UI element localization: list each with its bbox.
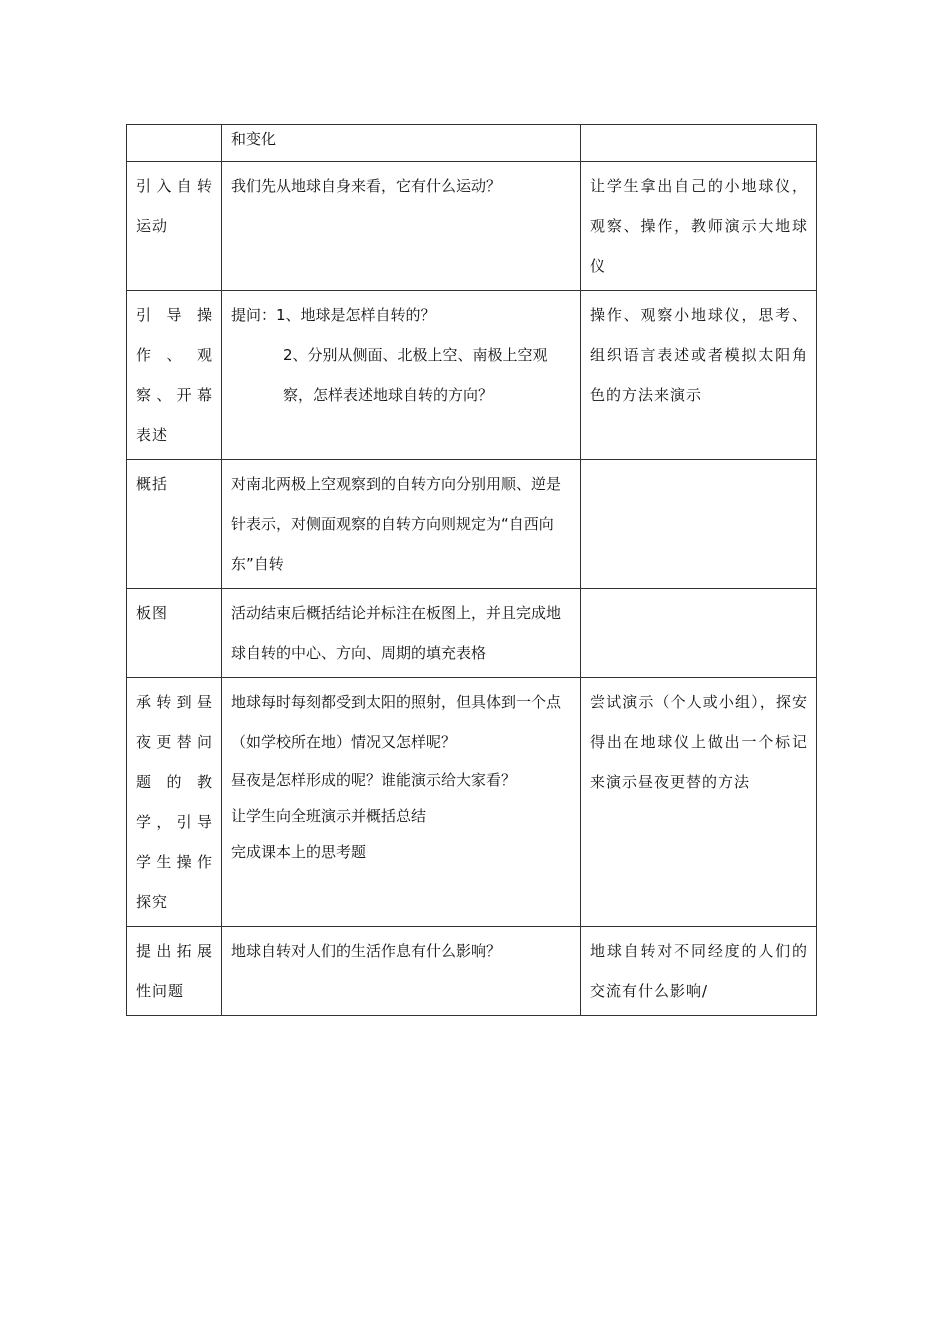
- note-cell: [581, 589, 817, 678]
- content-cell: [222, 291, 581, 460]
- content-line: 地球自转对人们的生活作息有什么影响？: [231, 942, 502, 960]
- content-cell: [222, 162, 581, 291]
- table-row: [127, 678, 817, 927]
- content-cell: [222, 125, 581, 162]
- content-line: 完成课本上的思考题: [231, 843, 367, 861]
- content-line: 让学生向全班演示并概括总结: [231, 807, 427, 825]
- table-row: [127, 460, 817, 589]
- table-row: [127, 162, 817, 291]
- note-cell: 尝试演示（个人或小组），探安得出在地球仪上做出一个标记来演示昼夜更替的方法: [581, 678, 817, 927]
- note-cell: 操作、观察小地球仪，思考、组织语言表述或者模拟太阳角色的方法来演示: [581, 291, 817, 460]
- content-cell: [222, 678, 581, 927]
- stage-cell: 提出拓展性问题: [127, 927, 222, 1016]
- table-row: [127, 927, 817, 1016]
- note-cell: [581, 460, 817, 589]
- note-cell: 让学生拿出自己的小地球仪，观察、操作，教师演示大地球仪: [581, 162, 817, 291]
- content-line: 活动结束后概括结论并标注在板图上，并且完成地球自转的中心、方向、周期的填充表格: [231, 604, 562, 662]
- stage-cell: 承转到昼夜更替问题的教学，引导学生操作探究: [127, 678, 222, 927]
- stage-cell: [127, 125, 222, 162]
- stage-cell: 概括: [127, 460, 222, 589]
- table-row: [127, 589, 817, 678]
- content-line: 昼夜是怎样形成的呢？谁能演示给大家看？: [231, 771, 517, 789]
- note-cell: 地球自转对不同经度的人们的交流有什么影响/: [581, 927, 817, 1016]
- content-line: 2、分别从侧面、北极上空、南极上空观察，怎样表述地球自转的方向？: [283, 346, 548, 404]
- content-cell: [222, 927, 581, 1016]
- content-line: 地球每时每刻都受到太阳的照射，但具体到一个点（如学校所在地）情况又怎样呢？: [231, 693, 562, 751]
- content-cell: [222, 460, 581, 589]
- content-line: 我们先从地球自身来看，它有什么运动？: [231, 177, 502, 195]
- stage-cell: 板图: [127, 589, 222, 678]
- content-line: 对南北两极上空观察到的自转方向分别用顺、逆是针表示，对侧面观察的自转方向则规定为“自西向东”自转: [231, 475, 562, 573]
- table-row: [127, 291, 817, 460]
- stage-cell: 引入自转运动: [127, 162, 222, 291]
- stage-cell: 引导操作、观察、开幕表述: [127, 291, 222, 460]
- table-row: [127, 125, 817, 162]
- lesson-plan-table: [126, 124, 817, 1016]
- content-line: 和变化: [231, 130, 277, 148]
- content-line: 提问：1、地球是怎样自转的？: [231, 306, 436, 324]
- content-cell: [222, 589, 581, 678]
- note-cell: [581, 125, 817, 162]
